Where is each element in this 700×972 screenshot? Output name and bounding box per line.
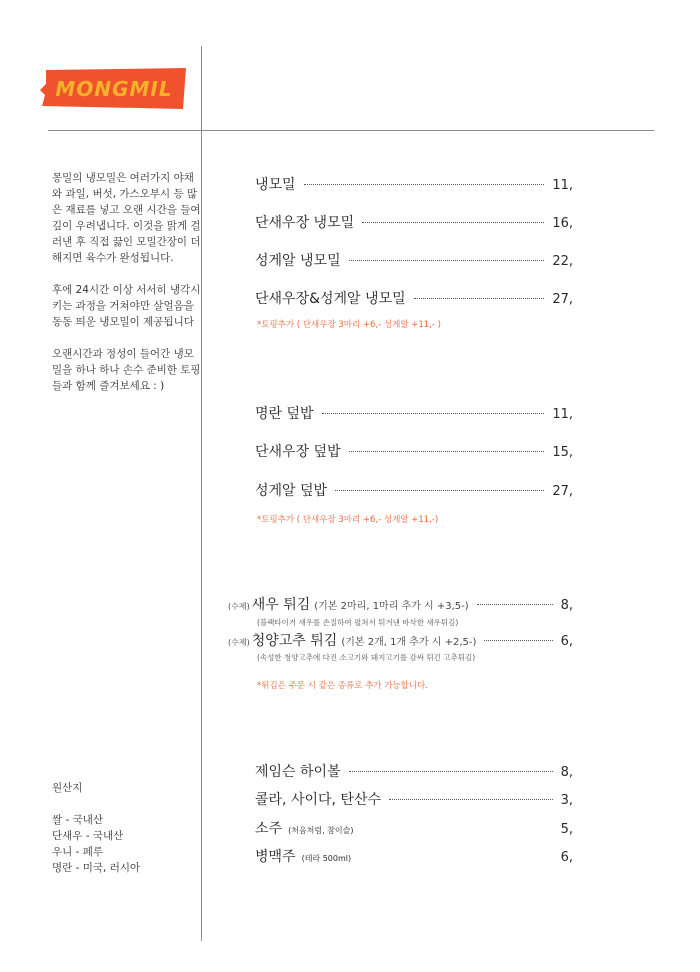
- menu-item-name: 소주: [255, 821, 283, 837]
- menu-item-description: (속성한 청양고추에 다진 소고기와 돼지고기를 감싸 튀긴 고추튀김): [257, 653, 476, 662]
- leader-dots: [477, 604, 553, 605]
- menu-item-name: 단새우장 냉모밀: [255, 215, 355, 231]
- menu-item-description: (블랙타이거 새우를 손질하여 펼쳐서 튀겨낸 바삭한 새우튀김): [257, 618, 459, 627]
- menu-item-name: 성게알 냉모밀: [255, 253, 341, 269]
- topping-note: *토핑추가 ( 단새우장 3마리 +6,- 성게알 +11,- ): [257, 320, 441, 330]
- menu-item-price: 3,: [560, 793, 573, 808]
- leader-dots: [389, 799, 553, 800]
- intro-paragraph: 몽밀의 냉모밀은 여러가지 야채와 과일, 버섯, 가스오부시 등 많은 재료를 넣고 오랜 시간을 들여 깊이 우려냅니다. 이것을 맑게 걸러낸 후 직접 끓인 모밀간장이 더해지면 육수가 완성됩니다.: [52, 172, 201, 264]
- topping-note: *토핑추가 ( 단새우장 3마리 +6,- 성게알 +11,-): [257, 515, 439, 525]
- menu-item: [255, 174, 573, 194]
- menu-item: [255, 212, 573, 232]
- leader-dots: [414, 298, 545, 299]
- menu-item-price: 6,: [560, 850, 573, 865]
- leader-dots: [484, 640, 552, 641]
- menu-item: [255, 846, 573, 866]
- origin-item: 명란 - 미국, 러시아: [52, 862, 141, 874]
- menu-item-name: 청양고추 튀김: [251, 633, 338, 649]
- intro-text: [52, 170, 202, 410]
- origin-item: 단새우 - 국내산: [52, 830, 124, 842]
- menu-item: [255, 761, 573, 781]
- menu-item: [228, 630, 573, 650]
- leader-dots: [349, 451, 545, 452]
- menu-item-detail: (기본 2개, 1개 추가 시 +2,5-): [341, 637, 477, 648]
- menu-item: [255, 789, 573, 809]
- brand-name: MONGMIL: [55, 77, 173, 101]
- menu-item-price: 8,: [560, 765, 573, 780]
- horizontal-divider: [48, 130, 654, 131]
- menu-item: [228, 594, 573, 614]
- leader-dots: [362, 222, 544, 223]
- menu-item-name: 성게알 덮밥: [255, 483, 328, 499]
- menu-item-detail: (기본 2마리, 1마리 추가 시 +3,5-): [314, 601, 469, 612]
- menu-item-price: 6,: [560, 634, 573, 649]
- leader-dots: [349, 771, 553, 772]
- leader-dots: [349, 260, 545, 261]
- menu-item-sub: (테라 500ml): [301, 854, 352, 863]
- menu-item-price: 27,: [552, 484, 573, 499]
- menu-item-name: 콜라, 사이다, 탄산수: [255, 792, 381, 808]
- menu-item: [255, 288, 573, 308]
- leader-dots: [304, 184, 545, 185]
- intro-paragraph: 후에 24시간 이상 서서히 냉각시키는 과정을 거쳐야만 살얼음을 동동 띄운 냉모밀이 제공됩니다: [52, 284, 201, 328]
- origin-title: 원산지: [52, 782, 83, 794]
- menu-item-name: 단새우장&성게알 냉모밀: [255, 291, 406, 307]
- origin-item: 쌀 - 국내산: [52, 814, 104, 826]
- leader-dots: [335, 490, 544, 491]
- menu-item-price: 5,: [560, 822, 573, 837]
- origin-section: [52, 780, 140, 876]
- homemade-tag: (수제): [228, 602, 250, 611]
- menu-item-name: 새우 튀김: [251, 597, 311, 613]
- origin-item: 우니 - 페루: [52, 846, 104, 858]
- menu-item: [255, 480, 573, 500]
- menu-item-price: 27,: [552, 292, 573, 307]
- brand-logo: [40, 68, 188, 110]
- menu-item: [255, 403, 573, 423]
- homemade-tag: (수제): [228, 638, 250, 647]
- menu-item-price: 15,: [552, 445, 573, 460]
- menu-item-name: 병맥주: [255, 849, 296, 865]
- menu-item-sub: (처음처럼, 참이슬): [288, 826, 354, 835]
- menu-item-price: 11,: [552, 407, 573, 422]
- menu-item-name: 단새우장 덮밥: [255, 444, 341, 460]
- intro-paragraph: 오랜시간과 정성이 들어간 냉모밀을 하나 하나 손수 준비한 토핑들과 함께 즐겨보세요 : ): [52, 348, 201, 392]
- menu-item-name: 명란 덮밥: [255, 406, 314, 422]
- leader-dots: [322, 413, 545, 414]
- menu-item-price: 22,: [552, 254, 573, 269]
- menu-item: [255, 818, 573, 838]
- menu-item-price: 8,: [560, 598, 573, 613]
- menu-item: [255, 441, 573, 461]
- menu-item-name: 냉모밀: [255, 177, 296, 193]
- fried-note: *튀김은 주문 시 같은 종류로 추가 가능합니다.: [257, 681, 428, 691]
- menu-item-name: 제임슨 하이볼: [255, 764, 341, 780]
- menu-item-price: 16,: [552, 216, 573, 231]
- menu-item: [255, 250, 573, 270]
- menu-item-price: 11,: [552, 178, 573, 193]
